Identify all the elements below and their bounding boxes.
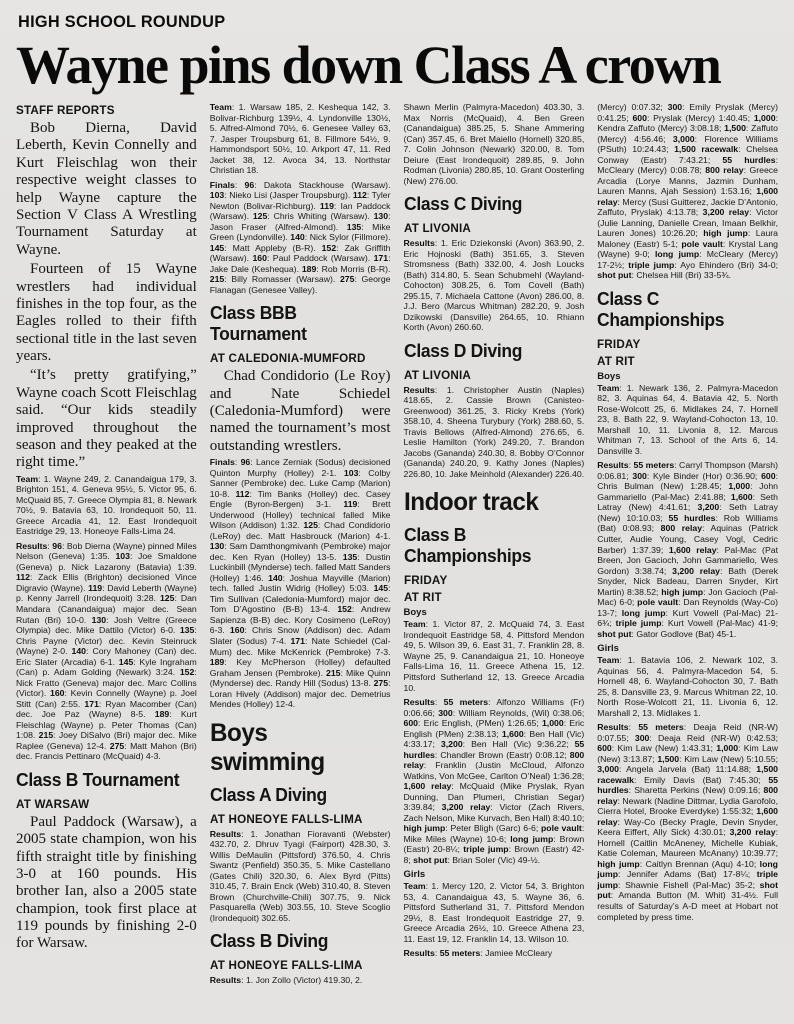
- agate-results: Team: 1. Batavia 106, 2. Newark 102, 3. Aquinas 56, 4. Palmyra-Macedon 54, 5. Hornell 48, 6. Wayland-Cohocton 30, 7. Bath 25, 8. Dansville 23, 9. Marcus Whitman 22, 10. North Rose-Wolcott 21, 11. Livonia 6, 12. Marshall 2, 13. Midlakes 1.: [597, 655, 778, 718]
- subsection-heading: Class C Championships: [597, 288, 725, 330]
- section-heading: Indoor track: [403, 488, 538, 517]
- agate-results: Team: 1. Victor 87, 2. McQuaid 74, 3. East Irondequoit Eastridge 58, 4. Pittsford Mendon 49, 5. Wilson 39, 6. East 31, 7. Franklin 28, 8. Wayne 25, 9. Canandaigua 21, 10. Honeoye Falls-Lima 16, 11. Greece Athena 15, 12. Pittsford Sutherland 12, 13. Greece Arcadia 10.: [403, 619, 585, 693]
- subsection-heading: Class BBB Tournament: [209, 303, 307, 345]
- section-heading: Boys swimming: [209, 718, 325, 776]
- agate-results: Results: 55 meters: Deaja Reid (NR-W) 0:07.55; 300: Deaja Reid (NR-W) 0:42.53; 600: Kim Law (New) 1:43.31; 1,000: Kim Law (New) 3:13.87; 1,500: Kim Law (New) 5:10.55; 3,000: Angela Jarvela (Bat) 11:14.88; 1,500 racewalk: Emily Davis (Bat) 7:45.30; 55 hurdles: Sharetta Perkins (New) 0:09.16; 800 relay: Newark (Nadine Dittmar, Lydia Garofolo, Cierra Hotel, Brooke Everdyke) 1:55:32; 1,600 relay: Way-Co (Becky Pragle, Devin Snyder, Keera Eiffert, Ally Sick) 4:30.01; 3,200 relay: Hornell (Caitlin McAneney, Michelle Kubiak, Katie Coleman, Maureen McAnany) 10:39.77; high jump: Caitlyn Brennan (Aqu) 4-10; long jump: Jennifer Adams (Bat) 17-8¼; triple jump: Shawnie Fishell (Pal-Mac) 35-2; shot put: Amanda Button (M. Whit) 31-4½. Full results of Saturday’s A-D meet at Hobart not completed by press time.: [597, 722, 779, 922]
- column-4: [597, 102, 778, 926]
- subsection-heading: Class B Diving: [209, 931, 328, 952]
- body-paragraph: “It’s pretty gratifying,” Wayne coach Scott Fleischlag said. “Our kids steadily improved throughout the season and they peaked at the right time.”: [16, 367, 197, 471]
- dateline-label: AT WARSAW: [16, 796, 90, 811]
- headline: Wayne pins down Class A crown: [16, 35, 721, 95]
- agate-results: Team: 1. Mercy 120, 2. Victor 54, 3. Brighton 53, 4. Canandaigua 43, 5. Wayne 36, 6. Pittsford Sutherland 31, 7. Pittsford Mendon 29½, 8. East Irondequoit Eastridge 27, 9. Greece Arcadia 26½, 10. Greece Athena 23, 11. East 19, 12. Franklin 14, 13. Wilson 10.: [403, 881, 585, 944]
- agate-results: Shawn Merlin (Palmyra-Macedon) 403.30, 3. Max Norris (McQuaid), 4. Ben Green (Canandaigua) 385.25, 5. Shane Ammering (Can) 357.45, 6. Bret Maiello (Hornell) 320.85, 7. Colin Johnson (Newark) 320.00, 8. Tom Deiure (East Irondequoit) 289.85, 9. John Rodman (Livonia) 280.85, 10. Grant Oosterling (New) 276.00.: [403, 102, 585, 186]
- subsection-heading: Class D Diving: [403, 340, 522, 361]
- dateline-label: AT HONEOYE FALLS-LIMA: [209, 811, 363, 826]
- subsection-heading: Class C Diving: [403, 194, 522, 215]
- agate-results: Results: 1. Jonathan Fioravanti (Webster) 432.70, 2. Dhruv Tyagi (Fairport) 428.30, 3. Willis DeMaulin (Pittsford) 376.50, 4. Chris Swantz (Penfield) 350.35, 5. Mike Castellano (Gates Chili) 320.30, 6. Alex Byrd (Pitts) 310.45, 7. Brain Enck (Web) 310.40, 8. Steven Brown (Churchville-Chili) 307.75, 9. Nick Pasquarella (Web) 303.55, 10. Steve Scoglio (Irondequoit) 302.65.: [209, 828, 391, 923]
- agate-results: Team: 1. Newark 136, 2. Palmyra-Macedon 82, 3. Aquinas 64, 4. Batavia 42, 5. North Rose-Wolcott 25, 6. Midlakes 24, 7. Hornell 23, 8. Bath 22, 9. Wayland-Cohocton 13, 10. Marshall 10, 11. Livonia 8, 12. Marcus Whitman 7, 13. School of the Arts 6, 14. Dansville 3.: [597, 382, 778, 456]
- subsection-heading: Class B Tournament: [16, 769, 180, 790]
- division-label: Girls: [597, 643, 619, 655]
- agate-results: Results: 96: Bob Dierna (Wayne) pinned Miles Nelson (Geneva) 1:35. 103: Joe Smaldone (Geneva) p. Nick Lazarony (Batavia) 1:39. 112: Zack Ellis (Brighton) decisioned Vince Digravio (Wayne). 119: David Leberth (Wayne) p. Kenny Jarrell (Irondequoit) 3:28. 125: Dan Mandara (Canandaigua) major dec. Sean Rutan (Bri) 10-0. 130: Josh Veltre (Greece Olympia) dec. Mike Dattilo (Victor) 6-0. 135: Chris Payne (Victor) dec. Kevin Steinruck (Wayne) 2-0. 140: Cory Mahoney (Can) dec. Eric Slater (Arcadia) 6-1. 145: Kyle Ingraham (Can) p. Adam Golding (Newark) 3:24. 152: Nick Fratto (Geneva) major dec. Marc Collins (Victor). 160: Kevin Connelly (Wayne) p. Joel Stitt (Can) 2:55. 171: Ryan Macomber (Can) dec. Joe Paz (Wayne) 8-5. 189: Kurt Fleischlag (Wayne) p. Peter Thomas (Can) 1:08. 215: Joey DiSalvo (Bri) major dec. Mike Raplee (Geneva) 12-4. 275: Matt Mahon (Bri) dec. Francis Pettinaro (McQuaid) 4-3.: [16, 540, 197, 762]
- dateline-label: AT LIVONIA: [403, 221, 471, 236]
- agate-results: Results: 55 meters: Alfonzo Williams (Fr) 0:06.66; 300: William Reynolds, (Wil) 0:38.06; 600: Eric English, (PMen) 1:26.65; 1,000: Eric English (PMen) 2:38.13; 1,600: Ben Hall (Vic) 4:33.17; 3,200: Ben Hall (Vic) 9:36.22; 55 hurdles: Chandler Brown (Eastr) 0:08.12; 800 relay: Franklin (Justin McCloud, Alfonzo Watkins, Von McGee, Carlton O’Neal) 1:36.28; 1,600 relay: McQuaid (Mike Pryslak, Ryan Dunning, Dan Plumeri, Christian Segar) 3:39.84; 3,200 relay: Victor (Zach Rivers, Zach Nelson, Mike Kurvach, Ben Hall) 8:40.10; high jump: Peter Bligh (Garc) 6-6; pole vault: Mike Miles (Wayne) 10-6; long jump: Brown (Eastr) 20-8¼; triple jump: Brown (Eastr) 42-8; shot put: Brian Soler (Vic) 49-½.: [403, 697, 585, 865]
- agate-results: Finals: 96: Lance Zerniak (Sodus) decisioned Quinton Murphy (Holley) 2-1. 103: Colby Sanner (Pembroke) dec. Luke Camp (Marion) 10-8. 112: Tim Banks (Holley) dec. Casey Engle (Byron-Bergen) 3-1. 119: Brett Underwood (Holley) technical falled Mike Wilson (Addison) 1:32. 125: Chad Condidorio (LeRoy) dec. Matt Hasbrouck (Marion) 4-1. 130: Sam Damthongmivanh (Pembroke) major dec. Ken Ryan (Holley) 13-5. 135: Dustin Luckinbill (Mynderse) tech. falled Matt Sanders (Holley) 1:46. 140: Joshua Mayville (Marion) tech. falled Justin Widrig (Holley) 5:03. 145: Tim Sullivan (Caledonia-Mumford) major dec. Tom D’Agostino (B-B) 13-4. 152: Andrew Sapienza (B-B) dec. Kory Cosimeno (LeRoy) 6-3. 160: Chris Snow (Addison) dec. Adam Slater (Sodus) 7-4. 171: Nate Schiedel (Cal-Mum) dec. Mike McKenrick (Pembroke) 7-3. 189: Key McPherson (Holley) defaulted Graham Jensen (Pembroke). 215: Mike Quinn (Mynderse) dec. Randy Hill (Sodus) 13-8. 275: Loran Hively (Addison) major dec. Demetrius Mendes (Holley) 12-4.: [209, 457, 391, 710]
- dateline-label: STAFF REPORTS: [16, 103, 115, 117]
- agate-results: Results: 55 meters: Jamiee McCleary: [403, 948, 553, 959]
- agate-results: Results: 55 meters: Carryl Thompson (Marsh) 0:06.81; 300: Kyle Binder (Hor) 0:36.90; 600: Chris Bulman (New) 1:28.45; 1,000: John Gammariello (Pal-Mac) 2:41.88; 1,600: Seth Latray (New) 4:41.61; 3,200: Seth Latray (New) 10:10.03; 55 hurdles: Rob Williams (Bat) 0:08.93; 800 relay: Aquinas (Patrick Cutter, Audie Young, Casey Vogl, Cedric Barber) 1:37.39; 1,600 relay: Pal-Mac (Pat Breen, Jon Gacioch, John Gammariello, Wes Gordon) 3:38.74; 3,200 relay: Bath (Derek Snyder, Nick Badeau, Darren Snyder, Kirt Martin) 8:38.52; high jump: Jon Gacioch (Pal-Mac) 6-0; pole vault: Dan Reynolds (Way-Co) 13-7; long jump: Kurt Vowell (Pal-Mac) 21-6¾; triple jump: Kurt Vowell (Pal-Mac) 41-9; shot put: Gator Godlove (Bat) 45-1.: [597, 460, 779, 639]
- kicker: HIGH SCHOOL ROUNDUP: [18, 12, 226, 31]
- dateline-label: AT LIVONIA: [403, 367, 471, 382]
- body-paragraph: Paul Paddock (Warsaw), a 2005 state champion, won his fifth straight title by finishing 3-0 at 160 pounds. His brother Ian, also a 2005 state champion, took first place at 119 pounds by finishing 2-0 for Warsaw.: [16, 813, 197, 952]
- dateline-label: FRIDAY: [403, 573, 447, 588]
- dateline-label: AT RIT: [403, 590, 442, 605]
- columns: [16, 102, 778, 990]
- agate-results: Results: 1. Jon Zollo (Victor) 419.30, 2.: [209, 975, 363, 986]
- subsection-heading: Class A Diving: [209, 784, 327, 805]
- agate-results: Results: 1. Eric Dziekonski (Avon) 363.90, 2. Eric Hojnoski (Bath) 351.65, 3. Steven Stromsness (Bath) 332.00, 4. Josh Loucks (Bath) 314.80, 5. Sean Schubmehl (Wayland-Cohocton) 308.25, 6. Tom Covell (Bath) 295.15, 7. Michaela Cattone (Avon) 286.00, 8. J.J. Bero (Marcus Whitman) 282.20, 9. Josh Dzikowski (Dansville) 264.65, 10. Rhiann Korth (Avon) 260.60.: [403, 238, 585, 333]
- dateline-label: AT CALEDONIA-MUMFORD: [209, 351, 366, 366]
- agate-results: (Mercy) 0:07.32; 300: Emily Pryslak (Mercy) 0:41.25; 600: Pryslak (Mercy) 1:40.45; 1,000: Kendra Zaffuto (Mercy) 3:08.18; 1,500: Zaffuto (Mercy) 4:56.46; 3,000: Florence Williams (PSuth) 10:24.43; 1,500 racewalk: Chelsea Conway (Eastr) 7:43.21; 55 hurdles: McCleary (Mercy) 0:08.78; 800 relay: Greece Arcadia (Lorye Manns, Jazmin Dunham, Lauren Manns, Ajah Session) 1:53.16; 1,600 relay: Mercy (Susi Guitterez, Jackie D’Antonio, Zaffuto, Pryslak) 4:13.78; 3,200 relay: Victor (Julie Lanning, Danielle Crean, Imaan Belkhir, Lauren Jones) 10:26.20; high jump: Laura Maloney (Eastr) 5-1; pole vault: Krystal Lang (Wayne) 9-0; long jump: McCleary (Mercy) 17-2½; triple jump: Ayo Ehindero (Bri) 34-0; shot put: Chelsea Hill (Bri) 33-5¾.: [597, 102, 779, 281]
- subsection-heading: Class B Championships: [403, 525, 531, 567]
- column-1: [16, 102, 197, 955]
- dateline-label: AT HONEOYE FALLS-LIMA: [209, 958, 363, 973]
- agate-results: Finals: 96: Dakota Stackhouse (Warsaw). 103: Nieko Lisi (Jasper Troupsburg). 112: Tyler Newton (Bolivar-Richburg). 119: Ian Paddock (Warsaw). 125: Chris Whiting (Warsaw). 130: Jason Fraser (Alfred-Almond). 135: Mike Green (Lyndonville). 140: Nick Sylor (Fillmore). 145: Matt Appleby (B-R). 152: Zak Griffith (Warsaw). 160: Paul Paddock (Warsaw). 171: Jake Dale (Keshequa). 189: Rob Morris (B-R). 215: Billy Romasser (Warsaw). 275: George Flanagan (Genesee Valley).: [209, 179, 391, 295]
- division-label: Girls: [403, 869, 426, 881]
- body-paragraph: Fourteen of 15 Wayne wrestlers had individual finishes in the top four, as the Eagles rolled to their fifth sectional title in the last seven years.: [16, 261, 197, 365]
- body-paragraph: Chad Condidorio (Le Roy) and Nate Schiedel (Caledonia-Mumford) were named the tournament’s most outstanding wrestlers.: [209, 368, 391, 454]
- column-2: [210, 102, 391, 990]
- agate-results: Results: 1. Christopher Austin (Naples) 418.65, 2. Cassie Brown (Canisteo-Greenwood) 361.25, 3. Ricky Krebs (York) 358.10, 4. Sheena Turybury (York) 288.60, 5. Travis Bellows (Alfred-Almond) 276.65, 6. Leslie Hamilton (York) 249.20, 7. Brandon Jacobs (Gananda) 240.30, 8. Bobby O’Connor (Gananda) 240.20, 9. Kathy Jones (Naples) 226.80, 10. Jake Meinhold (Alexander) 226.40.: [403, 384, 585, 479]
- division-label: Boys: [403, 607, 427, 619]
- column-3: [404, 102, 585, 963]
- agate-results: Team: 1. Wayne 249, 2. Canandaigua 179, 3. Brighton 151, 4. Geneva 95½, 5. Victor 95, 6. McQuaid 85, 7. Greece Olympia 81, 8. Newark 70½, 9. Batavia 63, 10. Irondequoit 50, 11. Greece Arcadia 41, 12. East Irondequoit Eastridge 29, 13. Honeoye Falls-Lima 24.: [16, 473, 197, 537]
- body-paragraph: Bob Dierna, David Leberth, Kevin Connelly and Kurt Fleischlag won their respective weight classes to help Wayne capture the Section V Class A Wrestling Tournament Saturday at Wayne.: [16, 120, 197, 258]
- division-label: Boys: [597, 370, 621, 382]
- dateline-label: AT RIT: [597, 353, 636, 368]
- dateline-label: FRIDAY: [597, 336, 641, 351]
- agate-results: Team: 1. Warsaw 185, 2. Keshequa 142, 3. Bolivar-Richburg 139½, 4. Lyndonville 130½, 5. Alfred-Almond 70½, 6. Genesee Valley 63, 7. Jasper Troupsburg 61, 8. Fillmore 54½, 9. Hammondsport 50½, 10. Arkport 47, 11. Red Jacket 38, 12. Avoca 34, 13. Northstar Christian 18.: [209, 102, 391, 176]
